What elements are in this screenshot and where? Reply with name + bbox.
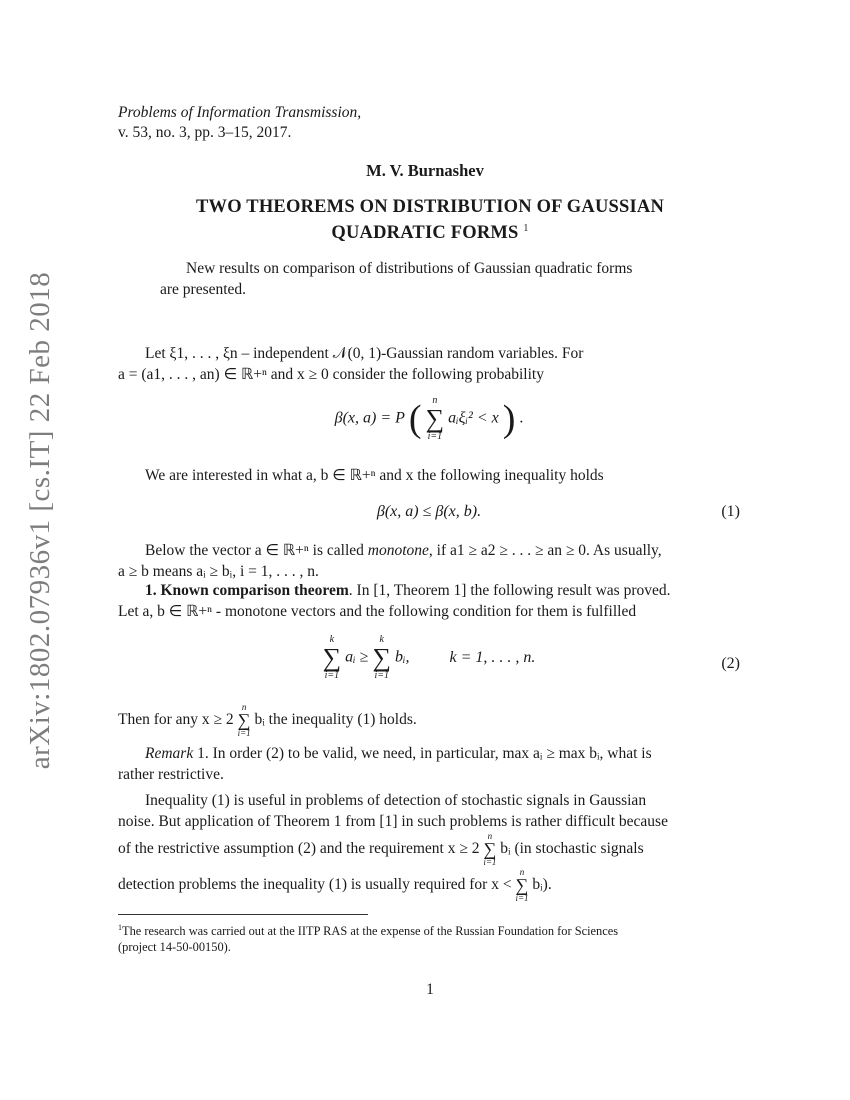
remark-1 — [118, 743, 740, 785]
eq-beta-sum — [426, 396, 445, 442]
intro-line-2: a = (a1, . . . , an) ∈ ℝ+ⁿ and x ≥ 0 consider the following probability — [118, 366, 544, 383]
abstract-line-1: New results on comparison of distributions of Gaussian quadratic forms — [186, 260, 633, 277]
equation-2 — [118, 635, 740, 681]
footnote-mark: 1 — [118, 923, 122, 932]
journal-citation — [118, 103, 361, 143]
title-line-1: TWO THEOREMS ON DISTRIBUTION OF GAUSSIAN — [195, 197, 665, 217]
then-pre: Then for any x ≥ 2 — [118, 711, 234, 729]
ineq-line-1: Inequality (1) is useful in problems of detection of stochastic signals in Gaussian — [145, 792, 647, 809]
footnote-line-1-text: The research was carried out at the IITP RAS at the expense of the Russian Foundation for Sciences — [122, 924, 619, 939]
journal-name: Problems of Information Transmission, — [118, 104, 362, 121]
eq-beta-open-paren: ( — [408, 398, 422, 440]
eq1-number: (1) — [721, 503, 740, 520]
inequality-paragraph — [118, 790, 740, 832]
eq1-content: β(x, a) ≤ β(x, b). — [376, 503, 482, 520]
monotone-definition — [118, 540, 740, 582]
sigma-symbol: ∑ — [237, 710, 251, 730]
author-name: M. V. Burnashev — [366, 161, 484, 180]
intro-line-1: Let ξ1, . . . , ξn – independent 𝒩(0, 1)-Gaussian random variables. For — [145, 345, 584, 362]
eq2-content — [118, 635, 740, 681]
footnote-line-1 — [118, 920, 742, 939]
ineq-line-4-sum-upper: n — [519, 867, 525, 877]
ineq-line-2: noise. But application of Theorem 1 from [1] in such problems is rather difficult because — [118, 813, 668, 830]
abstract — [160, 258, 700, 300]
ineq-line-3-pre: of the restrictive assumption (2) and the requirement x ≥ 2 — [118, 840, 480, 858]
remark-label: Remark — [145, 745, 194, 762]
title-line-2 — [0, 218, 850, 244]
eq2-right-term: bᵢ, — [394, 648, 410, 666]
then-sum-lower: i=1 — [237, 728, 251, 738]
sigma-symbol: ∑ — [372, 643, 391, 672]
then-sum-upper: n — [241, 702, 247, 712]
eq2-number: (2) — [721, 655, 740, 672]
ineq-line-4-sum-lower: i=1 — [515, 893, 529, 903]
section-1-heading: 1. Known comparison theorem — [145, 582, 349, 599]
remark-line-1 — [118, 743, 740, 764]
ineq-line-3-sum-upper: n — [487, 831, 493, 841]
abstract-line-2: are presented. — [160, 281, 247, 298]
footnote — [118, 920, 742, 955]
arxiv-side-stamp — [8, 271, 74, 769]
sigma-symbol: ∑ — [425, 404, 445, 433]
remark-line-2: rather restrictive. — [118, 766, 224, 783]
footnote-line-2: (project 14-50-00150). — [118, 940, 231, 955]
section-1-intro — [118, 580, 740, 622]
intro-paragraph — [118, 343, 740, 385]
eq-beta-sum-upper: n — [432, 395, 438, 406]
ineq-line-4-post: bᵢ). — [532, 876, 552, 894]
eq2-sum-right-lower: i=1 — [374, 670, 389, 681]
sigma-symbol: ∑ — [322, 643, 342, 672]
monotone-line-1-post: , if a1 ≥ a2 ≥ . . . ≥ an ≥ 0. As usually, — [428, 542, 662, 559]
title-line-2-text: QUADRATIC FORMS — [331, 223, 519, 243]
sigma-symbol: ∑ — [483, 839, 497, 859]
ineq-line-3-post: bᵢ (in stochastic signals — [500, 840, 644, 858]
monotone-line-2: a ≥ b means aᵢ ≥ bᵢ, i = 1, . . . , n. — [118, 563, 319, 580]
then-post: bᵢ the inequality (1) holds. — [254, 711, 417, 729]
ineq-line-3-sum — [483, 832, 496, 867]
remark-line-1-post: 1. In order (2) to be valid, we need, in particular, max aᵢ ≥ max bᵢ, what is — [193, 745, 652, 762]
monotone-line-1 — [118, 540, 740, 561]
ineq-line-3-sum-lower: i=1 — [483, 857, 497, 867]
ineq-line-4-sum — [515, 868, 528, 903]
ineq-line-4-pre: detection problems the inequality (1) is usually required for x < — [118, 876, 512, 894]
eq2-range: k = 1, . . . , n. — [449, 648, 536, 666]
ineq-line-4 — [118, 868, 740, 903]
section-1-line-1 — [118, 580, 740, 601]
ineq-line-3 — [118, 832, 740, 867]
title-footnote-mark: 1 — [523, 223, 529, 234]
eq-beta-body: aᵢξᵢ² < x — [448, 409, 499, 427]
page-number: 1 — [426, 981, 434, 998]
eq2-sum-left-upper: k — [329, 634, 335, 645]
eq2-sum-left — [323, 635, 342, 681]
section-1-line-2: Let a, b ∈ ℝ+ⁿ - monotone vectors and the following condition for them is fulfilled — [118, 603, 637, 620]
equation-beta — [118, 396, 740, 442]
then-sentence — [118, 703, 740, 738]
eq2-left-term: aᵢ ≥ — [345, 648, 369, 666]
footnote-divider — [118, 914, 368, 915]
eq-beta-sum-lower: i=1 — [427, 431, 443, 442]
eq2-sum-right — [372, 635, 391, 681]
monotone-line-1-pre: Below the vector a ∈ ℝ+ⁿ is called — [145, 542, 368, 559]
arxiv-identifier: arXiv:1802.07936v1 [cs.IT] 22 Feb 2018 — [24, 271, 57, 769]
eq-beta-lhs: β(x, a) = P — [334, 409, 405, 427]
sigma-symbol: ∑ — [515, 875, 529, 895]
then-sum — [238, 703, 251, 738]
interest-sentence: We are interested in what a, b ∈ ℝ+ⁿ and x the following inequality holds — [145, 467, 604, 484]
eq-beta-close-paren: ) — [502, 398, 516, 440]
journal-volume: v. 53, no. 3, pp. 3–15, 2017. — [118, 124, 292, 141]
section-1-line-1-post: . In [1, Theorem 1] the following result was proved. — [348, 582, 671, 599]
eq2-sum-right-upper: k — [379, 634, 384, 645]
paper-title — [0, 197, 850, 244]
equation-1 — [118, 503, 740, 521]
eq-beta-end: . — [519, 409, 524, 427]
eq2-sum-left-lower: i=1 — [324, 670, 340, 681]
monotone-term: monotone — [367, 542, 429, 559]
